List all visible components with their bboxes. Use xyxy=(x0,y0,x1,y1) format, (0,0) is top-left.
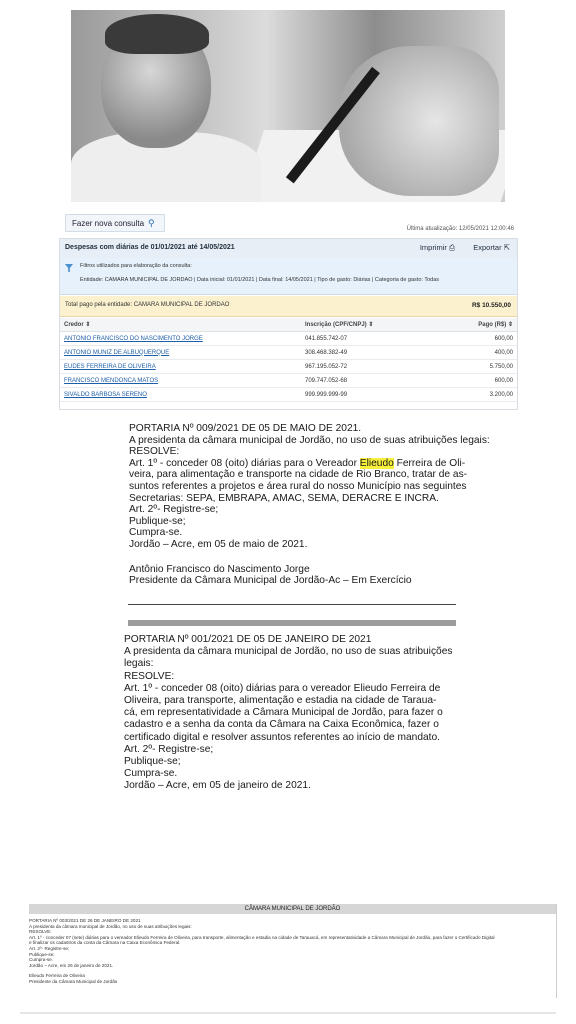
portaria-art1-line2: e finalizar os cadastros da conta da Câmara na Caixa Econômica Federal. xyxy=(29,940,181,946)
table-row xyxy=(60,332,517,346)
last-update-text: Última atualização: 12/05/2021 12:00:46 xyxy=(406,226,514,232)
portaria-publique: Publique-se; xyxy=(124,756,181,768)
total-label: Total pago pela entidade: CAMARA MUNICIPAL DE JORDAO xyxy=(65,302,230,308)
export-button[interactable] xyxy=(473,243,510,252)
credor-link[interactable]: FRANCISCO MENDONCA MATOS xyxy=(60,374,301,388)
table-row xyxy=(60,360,517,374)
signature-role: Presidente da Câmara Municipal de Jordão-Ac – Em Exercício xyxy=(129,575,412,587)
pago-cell: 400,00 xyxy=(449,346,517,360)
filters-detail: Entidade: CAMARA MUNICIPAL DE JORDAO | Data inicial: 01/01/2021 | Data final: 14/05/2021 | Tipo de gasto: Diárias | Categoria de gasto: Todas xyxy=(80,277,440,283)
portaria-art1-line4: Secretarias: SEPA, EMBRAPA, AMAC, SEMA, DERACRE E INCRA. xyxy=(129,492,439,504)
hand-shape xyxy=(339,46,499,196)
portaria-cumpra: Cumpra-se. xyxy=(29,957,53,963)
filters-title: Filtros utilizados para elaboração da consulta: xyxy=(80,263,192,269)
portaria-title: PORTARIA Nº 003/2021 DE 26 DE JANEIRO DE 2021 xyxy=(29,918,141,923)
total-row xyxy=(60,296,517,317)
pago-cell: 5.750,00 xyxy=(449,360,517,374)
inscricao-cell: 041.855.742-07 xyxy=(301,332,449,346)
portaria-title: PORTARIA Nº 009/2021 DE 05 DE MAIO DE 2021. xyxy=(129,423,362,434)
divider xyxy=(128,604,456,605)
search-icon: ⚲ xyxy=(148,217,155,228)
portaria-art1-line3: suntos referentes a projetos e área rural do nosso Município nas seguintes xyxy=(129,480,467,492)
results-panel xyxy=(59,238,518,410)
portaria-resolve: RESOLVE: xyxy=(129,446,180,458)
table-header-row xyxy=(60,318,517,332)
portaria-local-date: Jordão – Acre, em 05 de maio de 2021. xyxy=(129,538,308,550)
portaria-publique: Publique-se; xyxy=(29,951,55,957)
inscricao-cell: 967.195.052-72 xyxy=(301,360,449,374)
column-credor[interactable]: Credor ⇕ xyxy=(60,318,301,332)
portaria-art1-line4: cadastro e a senha da conta da Câmara na Caixa Econômica, fazer o xyxy=(124,719,439,731)
printer-icon: ⎙ xyxy=(449,243,455,252)
new-search-button[interactable] xyxy=(65,214,165,232)
pago-cell: 600,00 xyxy=(449,332,517,346)
table-row xyxy=(60,374,517,388)
panel-title: Despesas com diárias de 01/01/2021 até 14/05/2021 xyxy=(65,244,235,251)
column-pago[interactable]: Pago (R$) ⇕ xyxy=(449,318,517,332)
signature-name: Elieudo Ferreira de Oliveira xyxy=(29,973,85,979)
inscricao-cell: 999.999.999-99 xyxy=(301,388,449,402)
portaria-art2: Art. 2º- Registre-se; xyxy=(29,945,70,951)
export-label: Exportar xyxy=(473,243,502,252)
header-photo xyxy=(71,10,505,202)
portaria-cumpra: Cumpra-se. xyxy=(129,527,183,539)
highlighted-name: Elieudo xyxy=(359,457,394,469)
portaria-intro-1: A presidenta da câmara municipal de Jordão, no uso de suas atribuições xyxy=(124,646,453,658)
portaria-001 xyxy=(124,634,464,793)
print-label: Imprimir xyxy=(419,243,447,252)
portaria-art1-line2: veira, para alimentação e transporte na cidade de Rio Branco, tratar de as- xyxy=(129,469,468,481)
credor-link[interactable]: EUDES FERREIRA DE OLIVEIRA xyxy=(60,360,301,374)
portaria-intro: A presidenta da câmara municipal de Jordão, no uso de suas atribuições legais: xyxy=(29,923,192,929)
credor-link[interactable]: ANTONIO FRANCISCO DO NASCIMENTO JORGE xyxy=(60,332,301,346)
pago-cell: 600,00 xyxy=(449,374,517,388)
print-button[interactable] xyxy=(420,243,455,253)
filter-icon xyxy=(65,264,73,272)
hair-shape xyxy=(105,14,209,54)
portaria-art1-line3: cá, em representatividade a Câmara Municipal de Jordão, para fazer o xyxy=(124,707,443,719)
portaria-003 xyxy=(29,904,557,998)
inscricao-cell: 709.747.052-68 xyxy=(301,374,449,388)
credor-link[interactable]: SIVALDO BARBOSA SERENO xyxy=(60,388,301,402)
expenses-table xyxy=(60,318,517,402)
portaria-cumpra: Cumpra-se. xyxy=(124,768,178,780)
portaria-resolve: RESOLVE: xyxy=(124,670,175,682)
column-inscricao[interactable]: Inscrição (CPF/CNPJ) ⇕ xyxy=(301,318,449,332)
portaria-publique: Publique-se; xyxy=(129,515,186,527)
portaria-art2: Art. 2º- Registre-se; xyxy=(124,743,214,755)
portaria-intro-2: legais: xyxy=(124,658,154,670)
gray-divider xyxy=(128,620,456,626)
table-row xyxy=(60,388,517,402)
export-icon: ⇱ xyxy=(503,243,510,252)
portaria-title: PORTARIA Nº 001/2021 DE 05 DE JANEIRO DE 2021 xyxy=(124,634,372,645)
portaria-009 xyxy=(129,423,490,587)
credor-link[interactable]: ANTONIO MUNIZ DE ALBUQUERQUE xyxy=(60,346,301,360)
portaria-art1-line2: Oliveira, para transporte, alimentação e estadia na cidade de Tarauа- xyxy=(124,695,437,707)
table-row xyxy=(60,346,517,360)
inscricao-cell: 308.468.382-49 xyxy=(301,346,449,360)
portaria-art1-line1: Art. 1º - conceder 07 (sete) diárias para o vereador Elieudo Ferreira de Oliveira, para transporte, alimentação e estadia na cidade de Tarauacá, em representatividade a Câmara Municipal de Jordão, para fazer o Certificado Digital xyxy=(29,934,495,940)
portaria-art1-line1: Art. 1º - conceder 08 (oito) diárias para o Vereador Elieudo Ferreira de Oli- xyxy=(129,457,466,469)
signature-name: Antônio Francisco do Nascimento Jorge xyxy=(129,563,310,575)
page-edge xyxy=(20,1012,556,1014)
chamber-header: CÂMARA MUNICIPAL DE JORDÃO xyxy=(29,904,556,914)
portaria-intro: A presidenta da câmara municipal de Jordão, no uso de suas atribuições legais: xyxy=(129,434,490,446)
portaria-art1-line1: Art. 1º - conceder 08 (oito) diárias para o vereador Elieudo Ferreira de xyxy=(124,682,441,694)
portaria-003-text xyxy=(29,918,556,985)
filters-box xyxy=(60,258,517,295)
portaria-art2: Art. 2º- Registre-se; xyxy=(129,504,219,516)
portaria-art1-line5: certificado digital e resolver assuntos referentes ao início de mandato. xyxy=(124,731,440,743)
portaria-local-date: Jordão – Acre, em 05 de janeiro de 2021. xyxy=(124,780,311,792)
panel-header xyxy=(60,239,517,259)
portaria-local-date: Jordão – Acre, em 26 de janeiro de 2021. xyxy=(29,962,114,968)
pago-cell: 3.200,00 xyxy=(449,388,517,402)
total-value: R$ 10.550,00 xyxy=(471,302,511,309)
new-search-label: Fazer nova consulta xyxy=(72,218,145,228)
signature-role: Presidente da Câmara Municipal de Jordão xyxy=(29,978,118,984)
portaria-resolve: RESOLVE: xyxy=(29,929,52,935)
